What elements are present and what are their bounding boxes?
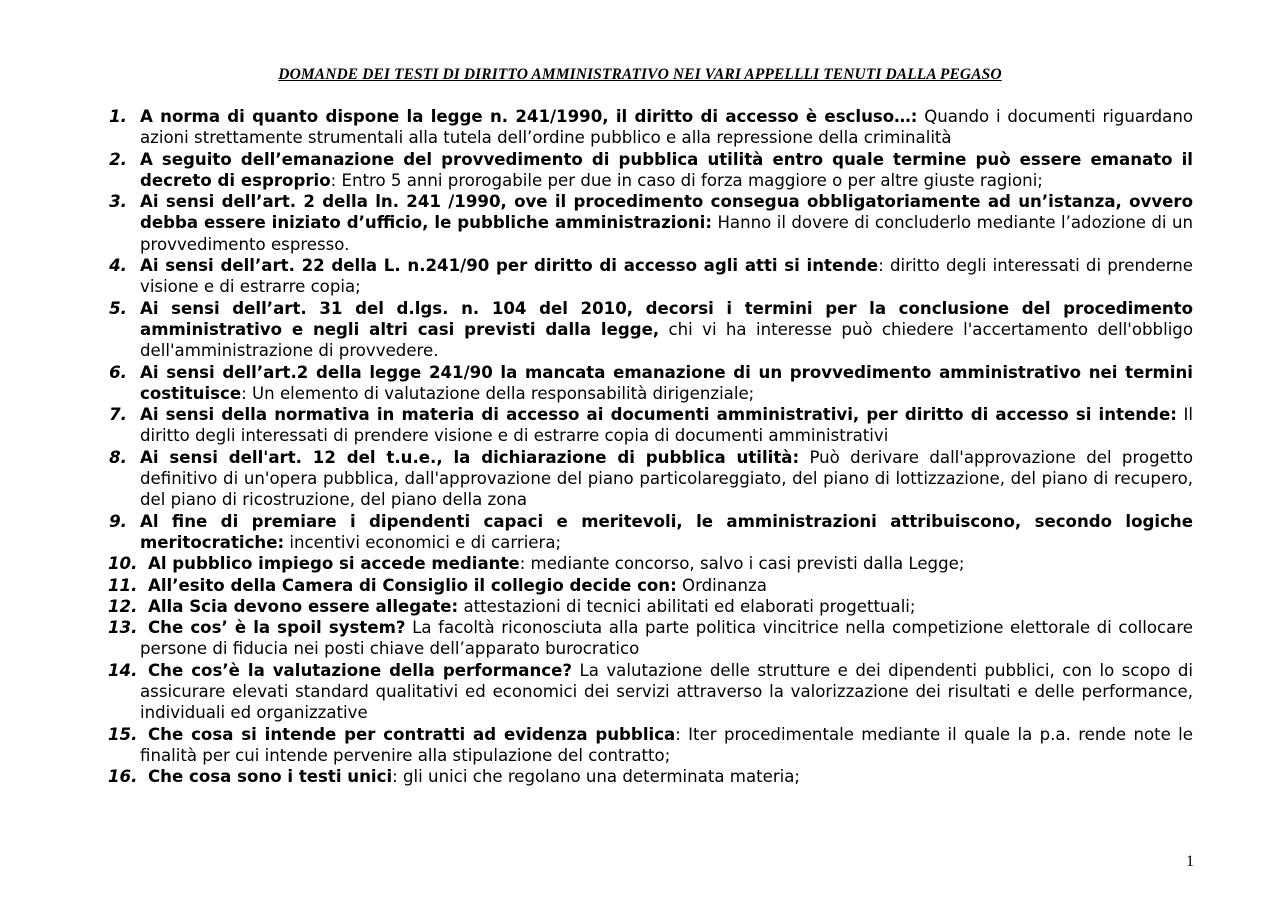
list-item xyxy=(109,191,1194,255)
item-answer: : diritto degli interessati di prenderne visione e di estrarre copia; xyxy=(140,256,1193,297)
item-question: Che cos’è la valutazione della performance? xyxy=(148,660,572,680)
item-answer: incentivi economici e di carriera; xyxy=(284,532,562,552)
item-answer: : mediante concorso, salvo i casi previsti dalla Legge; xyxy=(519,554,965,574)
item-question: Ai sensi dell’art. 2 della ln. 241 /1990, ove il procedimento consegua obbligatoriamente ad un’istanza, ovvero debba essere iniziato d’ufficio, le pubbliche amministrazioni: xyxy=(140,192,1193,233)
item-number: 14. xyxy=(108,660,138,680)
list-item xyxy=(109,362,1193,405)
list-item xyxy=(109,404,1193,447)
list-item xyxy=(108,575,1193,596)
item-question: All’esito della Camera di Consiglio il collegio decide con: xyxy=(148,575,677,595)
item-answer: La valutazione delle strutture e dei dipendenti pubblici, con lo scopo di assicurare elevati standard qualitativi ed economici dei servizi attraverso la valorizzazione dei risultati e delle performance, individuali ed organizzative xyxy=(140,660,1193,723)
item-question: Al pubblico impiego si accede mediante xyxy=(148,554,520,574)
item-number: 9. xyxy=(109,511,127,531)
item-question: Ai sensi dell’art.2 della legge 241/90 la mancata emanazione di un provvedimento amministrativo nei termini costituisce xyxy=(140,362,1193,403)
item-answer: : Iter procedimentale mediante il quale la p.a. rende note le finalità per cui intende pervenire alla stipulazione del contratto; xyxy=(140,724,1194,765)
item-question: Ai sensi dell'art. 12 del t.u.e., la dichiarazione di pubblica utilità: xyxy=(140,447,800,467)
item-answer: : gli unici che regolano una determinata materia; xyxy=(392,767,801,787)
item-question: Che cosa si intende per contratti ad evidenza pubblica xyxy=(148,724,676,744)
list-item xyxy=(109,511,1193,554)
page-number: 1 xyxy=(1186,853,1194,870)
item-answer: Quando i documenti riguardano azioni strettamente strumentali alla tutela dell’ordine pubblico e alla repressione della criminalità xyxy=(140,107,1193,148)
item-answer: attestazioni di tecnici abilitati ed elaborati progettuali; xyxy=(458,596,916,616)
item-answer: Ordinanza xyxy=(676,575,767,595)
item-answer: Il diritto degli interessati di prendere visione e di estrarre copia di documenti amministrativi xyxy=(140,405,1193,446)
item-number: 3. xyxy=(109,192,127,212)
list-item xyxy=(108,660,1193,724)
item-answer: chi vi ha interesse può chiedere l'accertamento dell'obbligo dell'amministrazione di provvedere. xyxy=(140,319,1193,361)
item-question: Alla Scia devono essere allegate: xyxy=(148,596,459,616)
item-question: Al fine di premiare i dipendenti capaci e meritevoli, le amministrazioni attribuiscono, secondo logiche meritocratiche: xyxy=(140,511,1193,552)
item-number: 4. xyxy=(109,256,127,276)
item-answer: La facoltà riconosciuta alla parte politica vincitrice nella competizione elettorale di collocare persone di fiducia nei posti chiave dell’apparato burocratico xyxy=(140,618,1193,659)
item-answer: Hanno il dovere di concluderlo mediante l’adozione di un provvedimento espresso. xyxy=(140,213,1194,254)
item-number: 11. xyxy=(108,575,138,595)
item-answer: Può derivare dall'approvazione del progetto definitivo di un'opera pubblica, dall'approvazione del piano particolareggiato, del piano di lottizzazione, del piano di recupero, del piano di ricostruzione, del piano della zona xyxy=(140,447,1193,510)
list-item xyxy=(109,106,1193,149)
list-item xyxy=(108,724,1194,767)
item-number: 16. xyxy=(108,767,138,787)
item-number: 1. xyxy=(109,107,127,126)
document-title: DOMANDE DEI TESTI DI DIRITTO AMMINISTRATIVO NEI VARI APPELLLI TENUTI DALLA PEGASO xyxy=(278,66,1002,83)
list-item xyxy=(109,298,1193,362)
item-question: A norma di quanto dispone la legge n. 241/1990, il diritto di accesso è escluso…: xyxy=(140,107,918,126)
item-question: Ai sensi dell’art. 22 della L. n.241/90 per diritto di accesso agli atti si intende xyxy=(140,256,879,276)
item-number: 10. xyxy=(108,554,138,574)
item-question: Ai sensi della normativa in materia di accesso ai documenti amministrativi, per diritto di accesso si intende: xyxy=(140,405,1177,425)
item-number: 7. xyxy=(109,405,127,425)
item-number: 2. xyxy=(109,149,127,169)
item-number: 6. xyxy=(109,362,127,382)
item-number: 8. xyxy=(109,447,127,467)
item-question: Che cos’ è la spoil system? xyxy=(148,618,406,638)
item-number: 12. xyxy=(108,596,138,616)
question-list xyxy=(108,106,1194,788)
list-item xyxy=(109,255,1193,298)
list-item xyxy=(109,447,1193,511)
list-item xyxy=(108,553,1193,574)
list-item xyxy=(108,617,1193,660)
item-question: Che cosa sono i testi unici xyxy=(148,767,393,787)
list-item xyxy=(108,766,1193,787)
item-question: Ai sensi dell’art. 31 del d.lgs. n. 104 del 2010, decorsi i termini per la conclusione del procedimento amministrativo e negli altri casi previsti dalla legge, xyxy=(140,298,1193,339)
item-answer: : Entro 5 anni prorogabile per due in caso di forza maggiore o per altre giuste ragioni; xyxy=(330,170,1043,190)
item-number: 5. xyxy=(109,298,127,318)
item-number: 15. xyxy=(108,724,138,744)
item-number: 13. xyxy=(108,618,138,638)
list-item xyxy=(109,149,1193,192)
item-answer: : Un elemento di valutazione della responsabilità dirigenziale; xyxy=(241,383,755,403)
list-item xyxy=(108,596,1193,617)
item-question: A seguito dell’emanazione del provvedimento di pubblica utilità entro quale termine può essere emanato il decreto di esproprio xyxy=(140,149,1193,190)
